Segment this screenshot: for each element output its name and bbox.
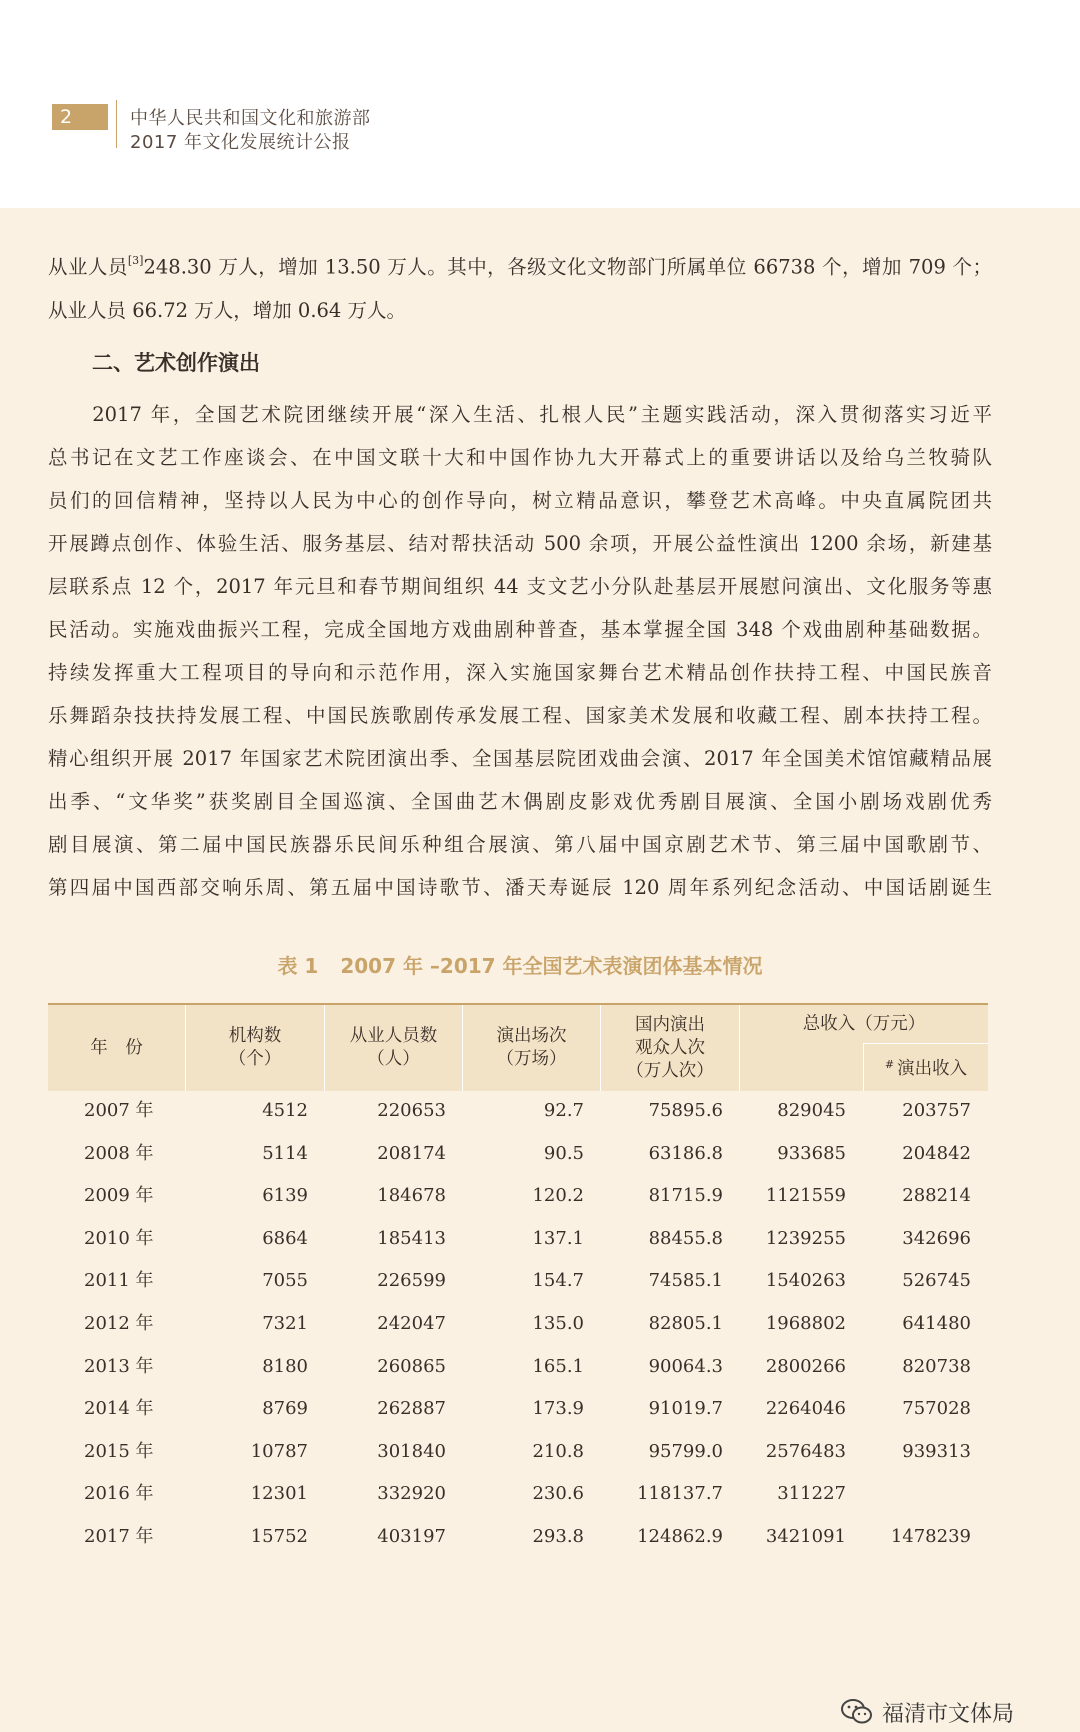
- paragraph-line: 总书记在文艺工作座谈会、在中国文联十大和中国作协九大开幕式上的重要讲话以及给乌兰牧骑队: [48, 446, 992, 469]
- cell-shows: 293.8: [532, 1526, 584, 1547]
- table-row: [48, 1473, 988, 1515]
- cell-institutions: 12301: [250, 1483, 308, 1505]
- cell-staff: 184678: [377, 1185, 446, 1207]
- cell-perf-income: 204842: [902, 1142, 971, 1164]
- cell-perf-income: 526745: [902, 1270, 971, 1292]
- cell-perf-income: 203757: [902, 1100, 971, 1121]
- cell-audience: 91019.7: [648, 1398, 723, 1420]
- cell-audience: 63186.8: [648, 1142, 723, 1164]
- cell-audience: 75895.6: [648, 1100, 723, 1121]
- cell-audience: 82805.1: [648, 1313, 723, 1334]
- table-row: [48, 1303, 988, 1345]
- col-header-staff: 从业人员数 （人）: [325, 1005, 463, 1091]
- cell-year: 2012 年: [84, 1313, 154, 1334]
- col-header-audience: 国内演出 观众人次 （万人次）: [601, 1005, 740, 1091]
- paragraph-line: 2017 年，全国艺术院团继续开展“深入生活、扎根人民”主题实践活动，深入贯彻落实习近平: [48, 403, 992, 426]
- cell-income: 2576483: [765, 1440, 846, 1462]
- col-header-institutions: 机构数 （个）: [186, 1005, 325, 1091]
- header-report-title: 2017 年文化发展统计公报: [130, 132, 351, 153]
- intro-line: 从业人员 66.72 万人，增加 0.64 万人。: [48, 298, 407, 322]
- cell-perf-income: 1478239: [890, 1526, 971, 1547]
- cell-audience: 88455.8: [648, 1227, 723, 1249]
- table-row: [48, 1260, 988, 1302]
- paragraph-line: 持续发挥重大工程项目的导向和示范作用，深入实施国家舞台艺术精品创作扶持工程、中国民族音: [48, 661, 992, 684]
- cell-shows: 165.1: [532, 1355, 584, 1377]
- col-header-income: 总收入（万元）: [802, 1013, 926, 1034]
- paragraph-line: 开展蹲点创作、体验生活、服务基层、结对帮扶活动 500 余项，开展公益性演出 1200 余场，新建基: [48, 532, 992, 555]
- table-row: [48, 1218, 988, 1260]
- cell-year: 2011 年: [84, 1270, 154, 1292]
- cell-income: 933685: [777, 1142, 846, 1164]
- cell-year: 2010 年: [84, 1227, 154, 1249]
- col-header-year: 年 份: [48, 1005, 186, 1091]
- cell-perf-income: [48, 1473, 971, 1515]
- cell-income: 2264046: [765, 1398, 846, 1420]
- cell-institutions: 15752: [250, 1526, 308, 1547]
- section-title: 二、艺术创作演出: [92, 351, 260, 375]
- paragraph-line: 民活动。实施戏曲振兴工程，完成全国地方戏曲剧种普查，基本掌握全国 348 个戏曲剧种基础数据。: [48, 618, 992, 641]
- cell-staff: 332920: [377, 1483, 446, 1505]
- cell-staff: 260865: [377, 1355, 446, 1377]
- cell-year: 2009 年: [84, 1185, 154, 1207]
- cell-year: 2017 年: [84, 1526, 154, 1547]
- header-divider: [116, 100, 117, 148]
- paragraph-line: 第四届中国西部交响乐周、第五届中国诗歌节、潘天寿诞辰 120 周年系列纪念活动、中国话剧诞生: [48, 876, 992, 899]
- page-header: [0, 0, 1080, 208]
- table-title: [48, 950, 992, 979]
- cell-shows: 137.1: [532, 1227, 584, 1249]
- cell-year: 2014 年: [84, 1398, 154, 1420]
- cell-perf-income: 288214: [902, 1185, 971, 1207]
- cell-shows: 92.7: [543, 1100, 584, 1121]
- cell-shows: 154.7: [532, 1270, 584, 1292]
- cell-staff: 220653: [377, 1100, 446, 1121]
- cell-audience: 118137.7: [637, 1483, 723, 1505]
- paragraph-line: 员们的回信精神，坚持以人民为中心的创作导向，树立精品意识，攀登艺术高峰。中央直属院团共: [48, 489, 992, 512]
- cell-perf-income: 757028: [902, 1398, 971, 1420]
- cell-staff: 208174: [377, 1142, 446, 1164]
- cell-perf-income: 939313: [902, 1440, 971, 1462]
- table-row: [48, 1175, 988, 1217]
- table-row: [48, 1431, 988, 1473]
- cell-staff: 301840: [377, 1440, 446, 1462]
- cell-shows: 90.5: [543, 1142, 584, 1164]
- cell-shows: 135.0: [532, 1313, 584, 1334]
- cell-perf-income: 820738: [902, 1355, 971, 1377]
- page-number-badge: 2: [52, 104, 108, 130]
- cell-income: 1121559: [765, 1185, 846, 1207]
- footnote-ref[interactable]: [3]: [127, 254, 144, 267]
- cell-audience: 95799.0: [648, 1440, 723, 1462]
- cell-income: 1239255: [765, 1227, 846, 1249]
- cell-staff: 185413: [377, 1227, 446, 1249]
- cell-institutions: 6139: [262, 1185, 308, 1207]
- cell-audience: 74585.1: [648, 1270, 723, 1292]
- col-header-shows: 演出场次 （万场）: [463, 1005, 601, 1091]
- cell-institutions: 4512: [262, 1100, 308, 1121]
- cell-shows: 173.9: [532, 1398, 584, 1420]
- cell-year: 2015 年: [84, 1440, 154, 1462]
- cell-perf-income: 641480: [902, 1313, 971, 1334]
- intro-line: [48, 241, 992, 289]
- cell-institutions: 8180: [262, 1355, 308, 1377]
- cell-audience: 124862.9: [637, 1526, 723, 1547]
- cell-shows: 210.8: [532, 1440, 584, 1462]
- paragraph-line: 层联系点 12 个，2017 年元旦和春节期间组织 44 支文艺小分队赴基层开展慰问演出、文化服务等惠: [48, 575, 992, 598]
- cell-institutions: 6864: [262, 1227, 308, 1249]
- table-row: [48, 1133, 988, 1175]
- cell-institutions: 7321: [262, 1313, 308, 1334]
- cell-year: 2008 年: [84, 1142, 154, 1164]
- cell-institutions: 5114: [262, 1142, 308, 1164]
- table-label: 表 1: [277, 954, 319, 978]
- cell-staff: 262887: [377, 1398, 446, 1420]
- cell-shows: 230.6: [532, 1483, 584, 1505]
- cell-year: 2016 年: [84, 1483, 154, 1505]
- cell-year: 2013 年: [84, 1355, 154, 1377]
- cell-institutions: 8769: [262, 1398, 308, 1420]
- section-paragraph: [48, 393, 992, 909]
- col-header-performance-income: # 演出收入: [863, 1043, 988, 1091]
- cell-staff: 226599: [377, 1270, 446, 1292]
- cell-institutions: 7055: [262, 1270, 308, 1292]
- cell-audience: 81715.9: [648, 1185, 723, 1207]
- cell-institutions: 10787: [250, 1440, 308, 1462]
- cell-income: 829045: [777, 1100, 846, 1121]
- paragraph-line: 乐舞蹈杂技扶持发展工程、中国民族歌剧传承发展工程、国家美术发展和收藏工程、剧本扶持工程。: [48, 704, 992, 727]
- wechat-icon: [840, 1698, 874, 1726]
- table-row: [48, 1346, 988, 1388]
- cell-year: 2007 年: [84, 1100, 154, 1121]
- page-content: [0, 208, 1080, 1727]
- intro-text: 从业人员: [48, 255, 128, 279]
- cell-income: 311227: [777, 1483, 846, 1505]
- cell-staff: 242047: [377, 1313, 446, 1334]
- intro-paragraph: [48, 241, 992, 332]
- cell-income: 2800266: [765, 1355, 846, 1377]
- cell-audience: 90064.3: [648, 1355, 723, 1377]
- table-caption: 2007 年 –2017 年全国艺术表演团体基本情况: [340, 954, 763, 978]
- header-ministry: 中华人民共和国文化和旅游部: [130, 108, 371, 129]
- cell-income: 1540263: [765, 1270, 846, 1292]
- cell-perf-income: 342696: [902, 1227, 971, 1249]
- cell-income: 1968802: [765, 1313, 846, 1334]
- intro-text: 248.30 万人，增加 13.50 万人。其中，各级文化文物部门所属单位 66738 个，增加 709 个；: [143, 255, 992, 279]
- watermark-text: 福清市文体局: [882, 1701, 1015, 1727]
- table-header: [48, 1003, 988, 1091]
- cell-staff: 403197: [377, 1526, 446, 1547]
- cell-income: 3421091: [765, 1526, 846, 1547]
- paragraph-line: 精心组织开展 2017 年国家艺术院团演出季、全国基层院团戏曲会演、2017 年全国美术馆馆藏精品展: [48, 747, 992, 770]
- table-row: [48, 1388, 988, 1430]
- source-watermark: [840, 1692, 1060, 1732]
- cell-shows: 120.2: [532, 1185, 584, 1207]
- paragraph-line: 剧目展演、第二届中国民族器乐民间乐种组合展演、第八届中国京剧艺术节、第三届中国歌剧节、: [48, 833, 992, 856]
- table-row: [48, 1090, 988, 1132]
- paragraph-line: 出季、“文华奖”获奖剧目全国巡演、全国曲艺木偶剧皮影戏优秀剧目展演、全国小剧场戏剧优秀: [48, 790, 992, 813]
